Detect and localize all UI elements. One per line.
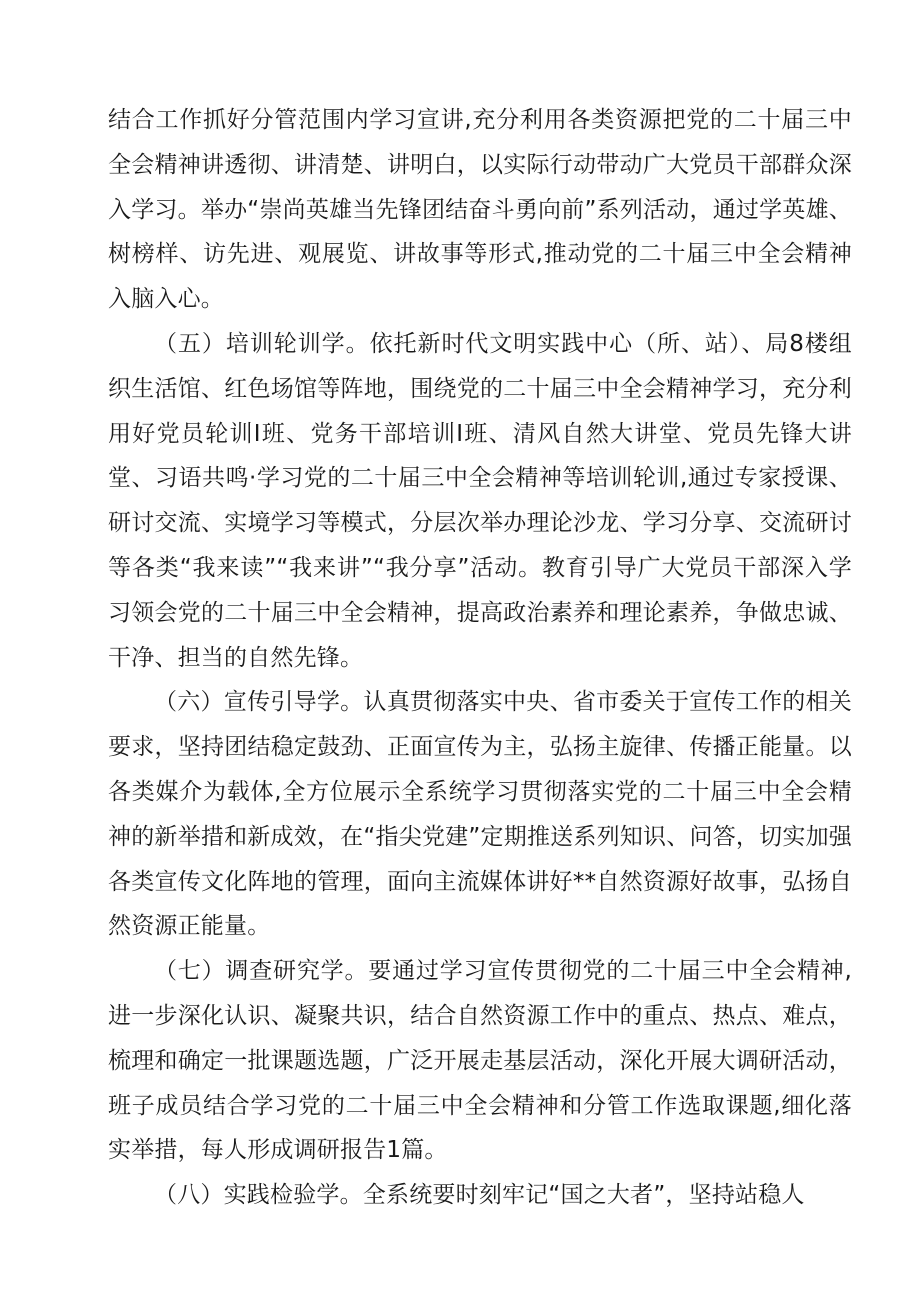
document-body bbox=[108, 98, 852, 1218]
paragraph-practice: （八）实践检验学。全系统要时刻牢记“国之大者”，坚持站稳人 bbox=[154, 1182, 805, 1209]
paragraph-training: （五）培训轮训学。依托新时代文明实践中心（所、站）、局8楼组织生活馆、红色场馆等阵地，围绕党的二十届三中全会精神学习，充分利用好党员轮训I班、党务干部培训I班、清风自然大讲堂、党员先锋大讲堂、习语共鸣·学习党的二十届三中全会精神等培训轮训,通过专家授课、研讨交流、实境学习等模式，分层次举办理论沙龙、学习分享、交流研讨等各类“我来读”“我来讲”“我分享”活动。教育引导广大党员干部深入学习领会党的二十届三中全会精神，提高政治素养和理论素养，争做忠诚、干净、担当的自然先锋。 bbox=[108, 330, 852, 671]
paragraph-publicity: （六）宣传引导学。认真贯彻落实中央、省市委关于宣传工作的相关要求，坚持团结稳定鼓劲、正面宣传为主，弘扬主旋律、传播正能量。以各类媒介为载体,全方位展示全系统学习贯彻落实党的二十届三中全会精神的新举措和新成效，在“指尖党建”定期推送系列知识、问答，切实加强各类宣传文化阵地的管理，面向主流媒体讲好**自然资源好故事，弘扬自然资源正能量。 bbox=[108, 689, 852, 940]
paragraph-research: （七）调查研究学。要通过学习宣传贯彻党的二十届三中全会精神,进一步深化认识、凝聚共识，结合自然资源工作中的重点、热点、难点，梳理和确定一批课题选题，广泛开展走基层活动，深化开展大调研活动，班子成员结合学习党的二十届三中全会精神和分管工作选取课题,细化落实举措，每人形成调研报告1篇。 bbox=[108, 958, 852, 1164]
paragraph-continuation: 结合工作抓好分管范围内学习宣讲,充分利用各类资源把党的二十届三中全会精神讲透彻、讲清楚、讲明白，以实际行动带动广大党员干部群众深入学习。举办“崇尚英雄当先锋团结奋斗勇向前”系列活动，通过学英雄、树榜样、访先进、观展览、讲故事等形式,推动党的二十届三中全会精神入脑入心。 bbox=[108, 107, 852, 313]
